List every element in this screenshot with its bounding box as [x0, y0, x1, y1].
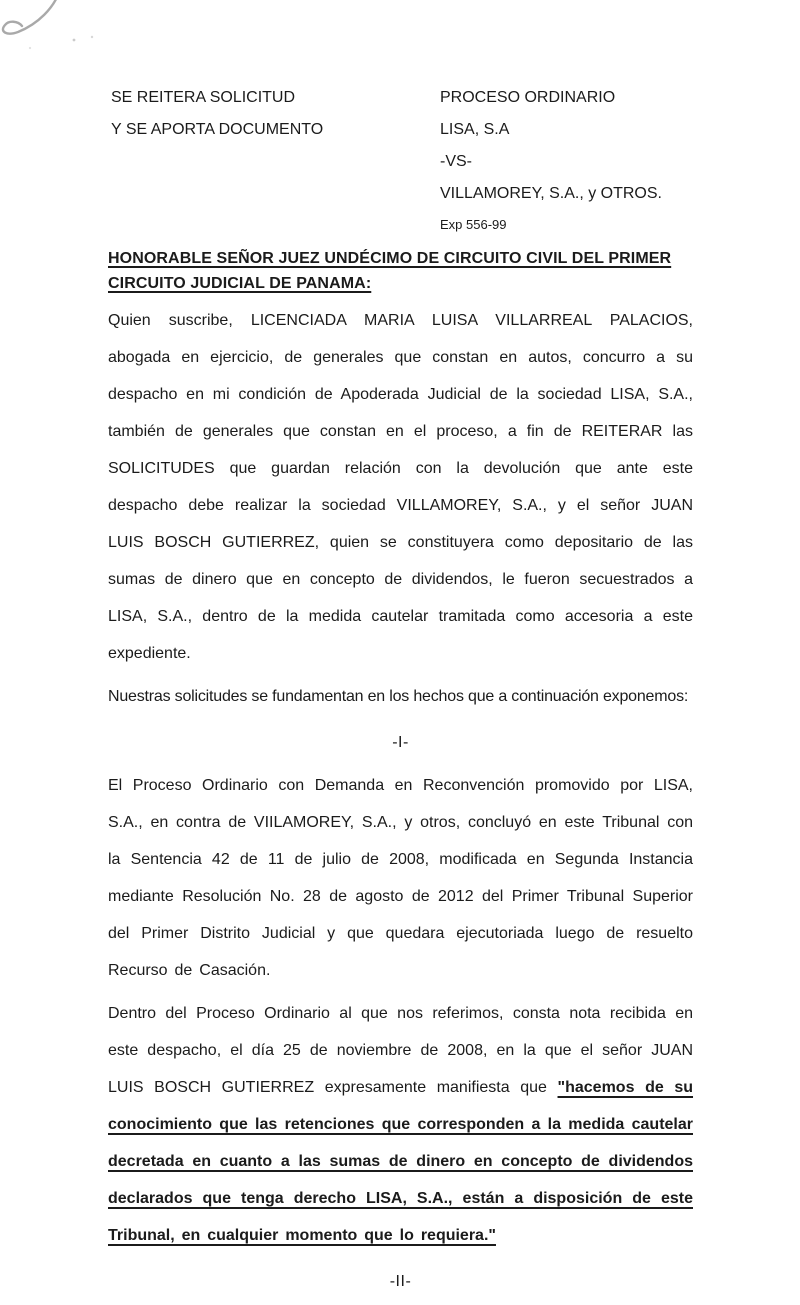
section-marker-2: -II- [389, 1273, 412, 1290]
versus-separator: -VS- [440, 153, 472, 170]
fact-2-normal-text: Dentro del Proceso Ordinario al que nos referimos, consta nota recibida en este despacho, el día 25 de noviembre de 2008, en la que el señor JUAN LUIS BOSCH GUTIERREZ expresamente manifiesta que [108, 1005, 693, 1096]
defendant-name: VILLAMOREY, S.A., y OTROS. [440, 185, 662, 202]
salutation-heading [108, 246, 693, 296]
salutation-line1: HONORABLE SEÑOR JUEZ UNDÉCIMO DE CIRCUITO CIVIL DEL PRIMER [108, 250, 672, 267]
document-body [108, 302, 693, 1300]
section-marker-1: -I- [392, 734, 409, 751]
paragraph-fact-2 [108, 995, 693, 1254]
paragraph-introduction: Quien suscribe, LICENCIADA MARIA LUISA VILLARREAL PALACIOS, abogada en ejercicio, de generales que constan en autos, concurro a su despacho en mi condición de Apoderada Judicial de la sociedad LISA, S.A., también de generales que constan en el proceso, a fin de REITERAR las SOLICITUDES que guardan relación con la devolución que ante este despacho debe realizar la sociedad VILLAMOREY, S.A., y el señor JUAN LUIS BOSCH GUTIERREZ, quien se constituyera como depositario de las sumas de dinero que en concepto de dividendos, le fueron secuestrados a LISA, S.A., dentro de la medida cautelar tramitada como accesoria a este expediente. [108, 312, 693, 662]
case-number: Exp 556-99 [440, 217, 507, 232]
case-caption [108, 82, 693, 240]
case-parties [440, 82, 693, 240]
paragraph-grounds-intro: Nuestras solicitudes se fundamentan en los hechos que a continuación exponemos: [108, 688, 689, 705]
filing-title [108, 82, 440, 146]
plaintiff-name: LISA, S.A [440, 121, 510, 138]
fact-2-quoted-statement: "hacemos de su conocimiento que las retenciones que corresponden a la medida cautelar decretada en cuanto a las sumas de dinero en concepto de dividendos declarados que tenga derecho LISA, S.A., están a disposición de este Tribunal, en cualquier momento que lo requiera." [108, 1079, 694, 1244]
salutation-line2: CIRCUITO JUDICIAL DE PANAMA: [108, 275, 372, 292]
paragraph-fact-1: El Proceso Ordinario con Demanda en Reconvención promovido por LISA, S.A., en contra de VIILAMOREY, S.A., y otros, concluyó en este Tribunal con la Sentencia 42 de 11 de julio de 2008, modificada en Segunda Instancia mediante Resolución No. 28 de agosto de 2012 del Primer Tribunal Superior del Primer Distrito Judicial y que quedara ejecutoriada luego de resuelto Recurso de Casación. [108, 777, 693, 979]
handwritten-pen-stroke-icon [0, 0, 156, 66]
filing-title-line1: SE REITERA SOLICITUD [111, 89, 296, 106]
process-type: PROCESO ORDINARIO [440, 89, 616, 106]
filing-title-line2: Y SE APORTA DOCUMENTO [111, 121, 324, 138]
